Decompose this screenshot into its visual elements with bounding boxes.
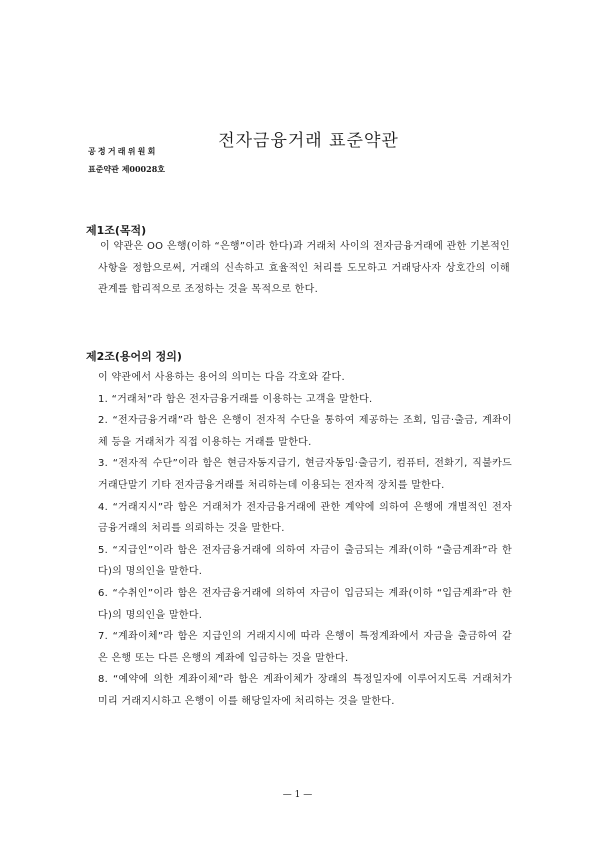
definition-item: 3. “전자적 수단”이라 함은 현금자동지급기, 현금자동입·출금기, 컴퓨터, 전화기, 직불카드거래단말기 기타 전자금융거래를 처리하는데 이용되는 전자적 장치를 말한다. bbox=[98, 458, 512, 491]
definition-item: 7. “계좌이체”라 함은 지급인의 거래지시에 따라 은행이 특정계좌에서 자금을 출금하여 같은 은행 또는 다른 은행의 계좌에 입금하는 것을 말한다. bbox=[98, 631, 512, 664]
definition-item: 1. “거래처”라 함은 전자금융거래를 이용하는 고객을 말한다. bbox=[98, 393, 373, 405]
article-1-title: 제1조(목적) bbox=[86, 224, 147, 237]
article-1-text: 이 약관은 OO 은행(이하 “은행”이라 한다)과 거래처 사이의 전자금융거래에 관한 기본적인 사항을 정함으로써, 거래의 신속하고 효율적인 처리를 도모하고 거래당사자 상호간의 이해관계를 합리적으로 조정하는 것을 목적으로 한다. bbox=[98, 241, 510, 296]
article-2-title: 제2조(용어의 정의) bbox=[86, 350, 182, 363]
article-1-body bbox=[98, 236, 510, 301]
definition-item: 4. “거래지시”라 함은 거래처가 전자금융거래에 관한 계약에 의하여 은행에 개별적인 전자금융거래의 처리를 의뢰하는 것을 말한다. bbox=[98, 501, 512, 535]
article-2-intro: 이 약관에서 사용하는 용어의 의미는 다음 각호와 같다. bbox=[98, 372, 345, 383]
article-2-body bbox=[98, 367, 512, 713]
definition-item: 6. “수취인”이라 함은 전자금융거래에 의하여 자금이 입금되는 계좌(이하 “입금계좌”라 한다)의 명의인을 말한다. bbox=[98, 587, 512, 621]
page-number: — 1 — bbox=[282, 790, 313, 800]
definition-item: 2. “전자금융거래”라 함은 은행이 전자적 수단을 통하여 제공하는 조회, 입금·출금, 계좌이체 등을 거래처가 직접 이용하는 거래를 말한다. bbox=[98, 415, 512, 448]
issuer-name: 공정거래위원회 bbox=[88, 147, 158, 156]
definition-item: 8. “예약에 의한 계좌이체”라 함은 계좌이체가 장래의 특정일자에 이루어지도록 거래처가 미리 거래지시하고 은행이 이를 해당일자에 처리하는 것을 말한다. bbox=[98, 674, 512, 707]
document-number: 표준약관 제00028호 bbox=[88, 164, 165, 174]
definition-item: 5. “지급인”이라 함은 전자금융거래에 의하여 자금이 출금되는 계좌(이하 “출금계좌”라 한다)의 명의인을 말한다. bbox=[98, 544, 512, 578]
document-title: 전자금융거래 표준약관 bbox=[218, 131, 399, 151]
